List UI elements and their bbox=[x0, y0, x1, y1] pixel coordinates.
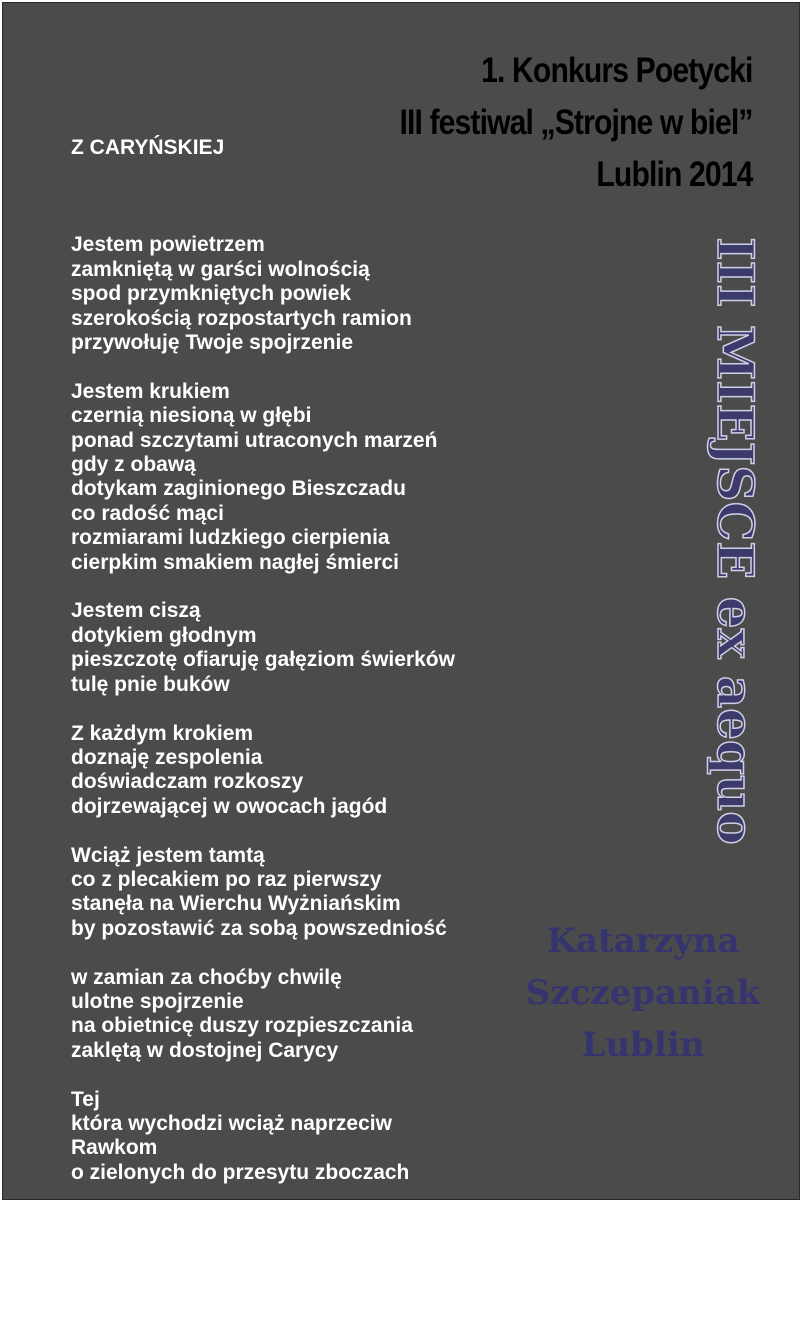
poem-line: zamkniętą w garści wolnością bbox=[71, 257, 370, 281]
poem-line: czernią niesioną w głębi bbox=[71, 404, 312, 428]
poem-line: Z każdym krokiem bbox=[71, 721, 254, 745]
poem-line: Jestem powietrzem bbox=[71, 233, 265, 257]
poem-line: Rawkom bbox=[71, 1136, 158, 1160]
poem-title: Z CARYŃSKIEJ bbox=[71, 135, 225, 159]
poem-stanza bbox=[71, 380, 455, 575]
poem-line: z sercem przepełnionym ciszą bbox=[71, 1258, 373, 1282]
poster bbox=[2, 2, 800, 1282]
poem-line: spod przymkniętych powiek bbox=[71, 282, 352, 306]
poem-line: doświadczam rozkoszy bbox=[71, 770, 304, 794]
poem-line: Jestem krukiem bbox=[71, 379, 230, 403]
poem-line: ulotne spojrzenie bbox=[71, 989, 244, 1013]
poem-stanza bbox=[71, 844, 455, 942]
poem-line: przywołuję Twoje spojrzenie bbox=[71, 331, 353, 355]
poem-stanza bbox=[71, 599, 455, 697]
author-last-name: Szczepaniak bbox=[525, 973, 761, 1013]
poem-line: o zielonych do przesytu zboczach bbox=[71, 1160, 410, 1184]
poem-line: Tej bbox=[71, 1087, 100, 1111]
poem-line: Jestem ciszą bbox=[71, 599, 201, 623]
contest-place-year: Lublin 2014 bbox=[596, 155, 753, 194]
poem-line: cierpkim smakiem nagłej śmierci bbox=[71, 550, 400, 574]
poem-stanza bbox=[71, 722, 455, 820]
poem-stanza bbox=[71, 233, 455, 355]
poem-line: pieszczotę ofiaruję gałęziom świerków bbox=[71, 648, 455, 672]
poem-line: dojrzewającej w owocach jagód bbox=[71, 794, 388, 818]
poem-line: która wychodzi wciąż naprzeciw bbox=[71, 1111, 392, 1135]
poem-line: że kiedyś wyjadę bez żalu bbox=[71, 1233, 328, 1257]
contest-title: 1. Konkurs Poetycki bbox=[481, 51, 753, 90]
poem-line: dotykiem głodnym bbox=[71, 623, 257, 647]
poem-line: rozmiarami ludzkiego cierpienia bbox=[71, 526, 390, 550]
poem-line: na obietnicę duszy rozpieszczania bbox=[71, 1014, 413, 1038]
poem-stanza bbox=[71, 1210, 455, 1283]
poem-line: by pozostawić za sobą powszedniość bbox=[71, 916, 447, 940]
author-city: Lublin bbox=[581, 1025, 705, 1065]
poem-line: tulę pnie buków bbox=[71, 672, 230, 696]
poem-line: ponad szczytami utraconych marzeń bbox=[71, 428, 438, 452]
poem-line: dotykam zaginionego Bieszczadu bbox=[71, 477, 406, 501]
poem-line: doznaję zespolenia bbox=[71, 745, 263, 769]
author-block bbox=[523, 915, 763, 1071]
poem-stanza bbox=[71, 966, 455, 1064]
author-first-name: Katarzyna bbox=[546, 921, 740, 961]
award-label-wrap bbox=[703, 235, 767, 847]
poem-line: szerokością rozpostartych ramion bbox=[71, 306, 412, 330]
poem-line: gdy z obawą bbox=[71, 453, 196, 477]
poem-line: co radość mąci bbox=[71, 501, 224, 525]
poem-line: w zamian za choćby chwilę bbox=[71, 965, 342, 989]
poem-line: co z plecakiem po raz pierwszy bbox=[71, 867, 382, 891]
poem-stanza bbox=[71, 1088, 455, 1186]
festival-title: III festiwal „Strojne w biel” bbox=[399, 103, 753, 142]
poem-line: Wciąż jestem tamtą bbox=[71, 843, 265, 867]
award-label: III MIEJSCE ex aequo bbox=[706, 237, 765, 845]
poem-line: stanęła na Wierchu Wyżniańskim bbox=[71, 892, 401, 916]
poem-body bbox=[71, 233, 455, 1282]
poem bbox=[71, 87, 455, 1332]
poem-line: zaklętą w dostojnej Carycy bbox=[71, 1038, 339, 1062]
poem-line: Jestem nadzieją bbox=[71, 1209, 233, 1233]
